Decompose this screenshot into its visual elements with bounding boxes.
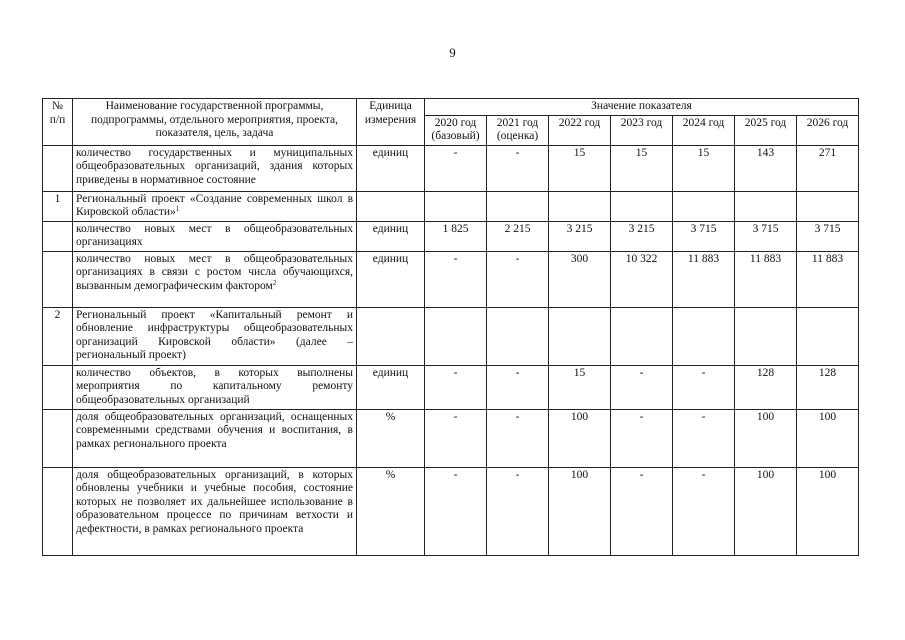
row-value: 100 — [797, 409, 859, 467]
row-num: 1 — [43, 191, 73, 221]
table-row — [43, 145, 859, 191]
table-row — [43, 365, 859, 409]
row-name: количество новых мест в общеобразовательных организациях — [76, 222, 353, 248]
row-value: 271 — [797, 145, 859, 191]
row-name: количество новых мест в общеобразовательных организациях в связи с ростом числа обучающихся, вызванным демографическим фактором — [76, 252, 353, 292]
row-value: 15 — [549, 145, 611, 191]
row-value: - — [487, 365, 549, 409]
row-unit: % — [357, 409, 425, 467]
row-name: Региональный проект «Капитальный ремонт и обновление инфраструктуры общеобразовательных организаций Кировской области» (далее – региональный проект) — [76, 308, 353, 361]
row-unit: % — [357, 467, 425, 555]
row-num — [43, 467, 73, 555]
header-year: 2020 год (базовый) — [425, 115, 487, 145]
row-unit: единиц — [357, 145, 425, 191]
row-name-cell — [73, 409, 357, 467]
row-value: - — [487, 409, 549, 467]
row-value — [735, 307, 797, 365]
row-value: - — [487, 145, 549, 191]
row-name-cell — [73, 307, 357, 365]
header-values-group: Значение показателя — [425, 99, 859, 116]
row-value: - — [425, 467, 487, 555]
row-value: 128 — [797, 365, 859, 409]
row-value: 3 215 — [549, 221, 611, 251]
page-number: 9 — [449, 45, 456, 60]
row-value — [735, 191, 797, 221]
table-row — [43, 467, 859, 555]
row-value: - — [487, 251, 549, 307]
header-year: 2021 год (оценка) — [487, 115, 549, 145]
row-value: - — [611, 365, 673, 409]
row-value: - — [425, 145, 487, 191]
table-row — [43, 409, 859, 467]
row-num — [43, 221, 73, 251]
row-name: количество государственных и муниципальных общеобразовательных организаций, здания которых приведены в нормативное состояние — [76, 146, 353, 186]
row-value: 15 — [549, 365, 611, 409]
row-value — [611, 191, 673, 221]
row-value: 15 — [673, 145, 735, 191]
row-value — [425, 307, 487, 365]
row-value: - — [425, 365, 487, 409]
row-value — [425, 191, 487, 221]
row-name-cell — [73, 251, 357, 307]
row-value: 100 — [735, 409, 797, 467]
row-num — [43, 145, 73, 191]
footnote-marker: 2 — [272, 278, 277, 287]
row-value: - — [611, 409, 673, 467]
row-name: доля общеобразовательных организаций, оснащенных современными средствами обучения и воспитания, в рамках регионального проекта — [76, 410, 353, 450]
table-row — [43, 191, 859, 221]
row-name: количество объектов, в которых выполнены мероприятия по капитальному ремонту общеобразовательных организаций — [76, 366, 353, 406]
row-value: 2 215 — [487, 221, 549, 251]
row-value: 11 883 — [735, 251, 797, 307]
indicator-table — [42, 98, 859, 556]
row-value: 3 715 — [673, 221, 735, 251]
row-value: 100 — [735, 467, 797, 555]
header-year: 2025 год — [735, 115, 797, 145]
row-num: 2 — [43, 307, 73, 365]
row-value: - — [673, 409, 735, 467]
header-year: 2024 год — [673, 115, 735, 145]
row-value: 15 — [611, 145, 673, 191]
row-name-cell — [73, 221, 357, 251]
row-value — [549, 191, 611, 221]
table-row — [43, 307, 859, 365]
row-value: 100 — [549, 409, 611, 467]
row-value: 100 — [549, 467, 611, 555]
row-value: - — [425, 251, 487, 307]
row-unit: единиц — [357, 365, 425, 409]
row-name-cell — [73, 467, 357, 555]
header-unit: Единица измерения — [357, 99, 425, 146]
header-year: 2026 год — [797, 115, 859, 145]
row-value: - — [611, 467, 673, 555]
row-value: 300 — [549, 251, 611, 307]
row-value: 128 — [735, 365, 797, 409]
row-unit: единиц — [357, 221, 425, 251]
row-value — [487, 191, 549, 221]
header-year: 2023 год — [611, 115, 673, 145]
row-value — [487, 307, 549, 365]
row-name-cell — [73, 365, 357, 409]
row-value — [611, 307, 673, 365]
row-value: 11 883 — [797, 251, 859, 307]
row-value: - — [673, 467, 735, 555]
row-unit — [357, 307, 425, 365]
row-value — [673, 191, 735, 221]
row-value: 3 715 — [797, 221, 859, 251]
row-value — [549, 307, 611, 365]
row-value: 3 215 — [611, 221, 673, 251]
row-unit: единиц — [357, 251, 425, 307]
row-name-cell — [73, 145, 357, 191]
header-num: № п/п — [43, 99, 73, 146]
row-name-cell — [73, 191, 357, 221]
header-year: 2022 год — [549, 115, 611, 145]
table-row — [43, 221, 859, 251]
row-name: Региональный проект «Создание современных школ в Кировской области» — [76, 192, 353, 218]
row-value: 100 — [797, 467, 859, 555]
row-value: - — [425, 409, 487, 467]
row-value: 11 883 — [673, 251, 735, 307]
row-value: 3 715 — [735, 221, 797, 251]
row-num — [43, 251, 73, 307]
footnote-marker: 1 — [175, 205, 180, 213]
header-name: Наименование государственной программы, подпрограммы, отдельного мероприятия, проекта, показателя, цель, задача — [73, 99, 357, 146]
row-value — [673, 307, 735, 365]
table-row — [43, 251, 859, 307]
row-value: 143 — [735, 145, 797, 191]
row-value: - — [487, 467, 549, 555]
row-value: 10 322 — [611, 251, 673, 307]
row-num — [43, 365, 73, 409]
row-value — [797, 307, 859, 365]
row-value: - — [673, 365, 735, 409]
row-unit — [357, 191, 425, 221]
row-name: доля общеобразовательных организаций, в которых обновлены учебники и учебные пособия, состояние которых не позволяет их дальнейшее использование в образовательном процессе по причинам ветхости и дефектности, в рамках регионального проекта — [76, 468, 353, 535]
row-num — [43, 409, 73, 467]
row-value: 1 825 — [425, 221, 487, 251]
row-value — [797, 191, 859, 221]
